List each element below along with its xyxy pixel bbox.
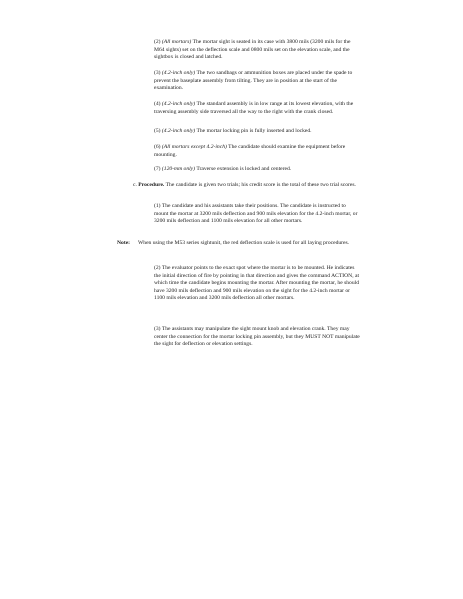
item-text: The mortar locking pin is fully inserted and locked. — [195, 128, 312, 134]
step-3: (3) The assistants may manipulate the sight mount knob and elevation crank. They may center the connection for the mortar locking pin assembly, but they MUST NOT manipulate the sight for deflection or elevation settings. — [154, 326, 360, 348]
item-2 — [154, 39, 360, 62]
item-6 — [154, 144, 360, 159]
item-7 — [154, 166, 360, 174]
item-number: (2) — [154, 39, 162, 45]
item-qualifier: (4.2-inch only) — [161, 128, 196, 134]
step-2: (2) The evaluator points to the exact spot where the mortar is to be mounted. He indicates the initial direction of fire by pointing in that direction and gives the command ACTION, at which time the candidate begins mounting the mortar. After mounting the mortar, he should have 3200 mils deflection and 900 mils elevation on the sight for the 4.2-inch mortar or 1100 mils elevation and 3200 mils deflection all other mortars. — [154, 265, 360, 302]
item-3 — [154, 70, 360, 93]
note-label: Note: — [117, 240, 131, 246]
item-qualifier: (4.2-inch only) — [161, 101, 196, 107]
item-number: (3) — [154, 70, 162, 76]
item-5 — [154, 128, 360, 136]
item-text: Traverse extension is locked and centered. — [195, 166, 292, 172]
procedure-text: The candidate is given two trials; his credit score is the total of these two trial scores. — [164, 182, 356, 188]
item-text: The mortar sight is seated in its case with 3800 mils (3200 mils for the M64 sights) set on the deflection scale and 0800 mils set on the elevation scale, and the sightbox is closed and latched. — [154, 39, 351, 61]
item-qualifier: (4.2-inch only) — [161, 70, 196, 76]
item-text: The two sandbags or ammunition boxes are placed under the spade to prevent the baseplate assembly from tilting. They are in position at the start of the examination. — [154, 70, 353, 92]
item-qualifier: (120-mm only) — [161, 166, 196, 172]
item-text: The standard assembly is in low range at its lowest elevation, with the traversing assembly side traversed all the way to the right with the crank closed. — [154, 101, 354, 115]
item-4 — [154, 101, 360, 116]
item-qualifier: (All mortars) — [161, 39, 192, 45]
item-number: (6) — [154, 144, 162, 150]
item-qualifier: (All mortars except 4.2-inch) — [161, 144, 227, 150]
note-text: When using the M53 series sightunit, the red deflection scale is used for all laying procedures. — [138, 240, 350, 246]
step-1: (1) The candidate and his assistants take their positions. The candidate is instructed to mount the mortar at 3200 mils deflection and 900 mils elevation for the 4.2-inch mortar, or 3200 mils deflection and 1100 mils elevation for all other mortars. — [154, 203, 358, 225]
item-text: The candidate should examine the equipment before mounting. — [154, 144, 346, 158]
procedure-paragraph — [133, 182, 360, 190]
item-number: (7) — [154, 166, 162, 172]
item-number: (4) — [154, 101, 162, 107]
procedure-letter: c. — [133, 182, 139, 188]
item-number: (5) — [154, 128, 162, 134]
procedure-heading: Procedure. — [138, 182, 165, 188]
